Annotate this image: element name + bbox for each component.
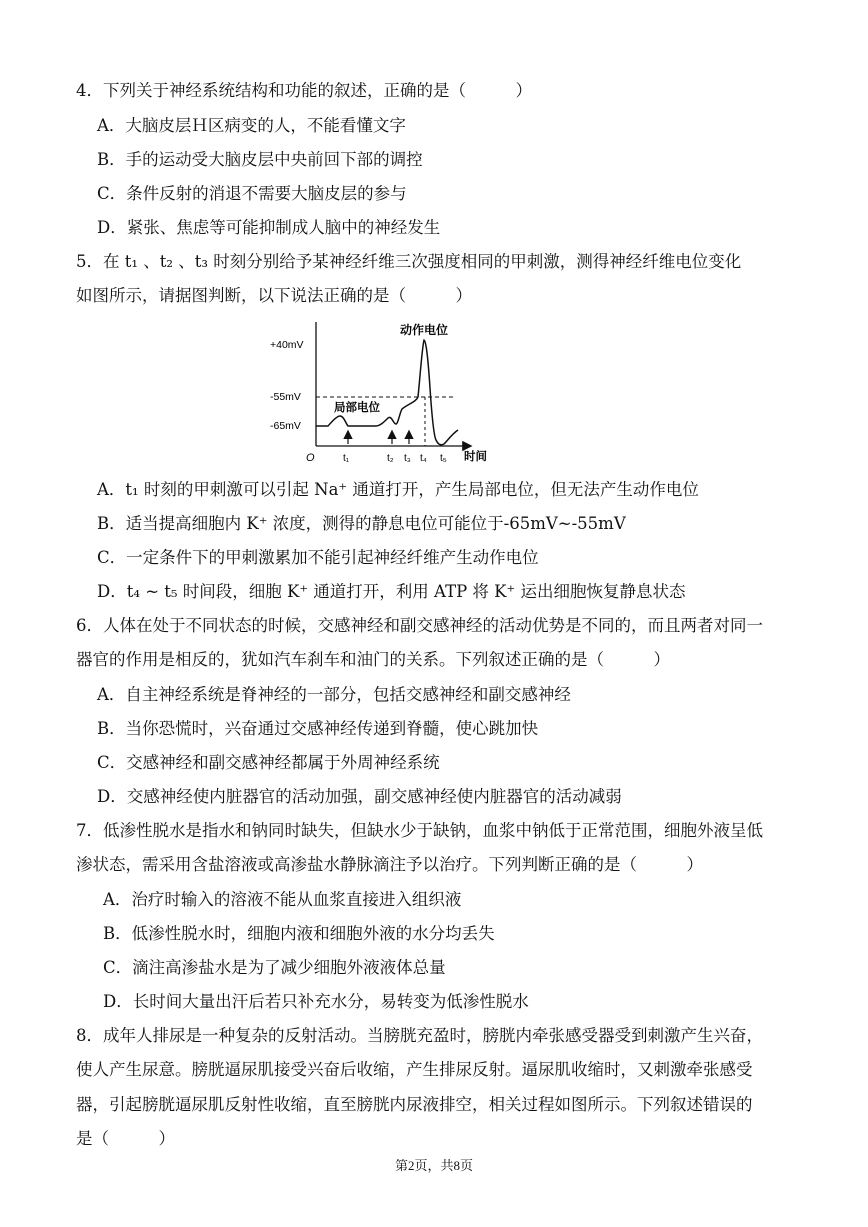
q6-option-d: D．交感神经使内脏器官的活动加强，副交感神经使内脏器官的活动减弱 (97, 787, 622, 806)
page-footer: 第2页，共8页 (394, 1158, 473, 1173)
q8-stem-line4: 是（ ） (76, 1129, 175, 1148)
q7-stem-line2: 渗状态，需采用含盐溶液或高渗盐水静脉滴注予以治疗。下列判断正确的是（ ） (76, 855, 703, 874)
q7-option-b: B．低渗性脱水时，细胞内液和细胞外液的水分均丢失 (103, 924, 495, 943)
q4-option-b: B．手的运动受大脑皮层中央前回下部的调控 (97, 150, 423, 169)
q5-option-a: A．t₁ 时刻的甲刺激可以引起 Na⁺ 通道打开，产生局部电位，但无法产生动作电位 (97, 480, 699, 499)
x-label-t5: t₅ (440, 453, 447, 464)
q5-option-b: B．适当提高细胞内 K⁺ 浓度，测得的静息电位可能位于-65mV~-55mV (97, 514, 626, 533)
x-label-t4: t₄ (420, 453, 427, 464)
y-label-minus55: -55mV (270, 391, 301, 403)
q5-stem-line1: 5．在 t₁ 、t₂ 、t₃ 时刻分别给予某神经纤维三次强度相同的甲刺激，测得神经纤维电位变化 (76, 252, 742, 271)
y-label-plus40: +40mV (270, 339, 304, 351)
q6-option-a: A．自主神经系统是脊神经的一部分，包括交感神经和副交感神经 (97, 685, 571, 704)
q8-stem-line1: 8．成年人排尿是一种复杂的反射活动。当膀胱充盈时，膀胱内牵张感受器受到刺激产生兴奋， (76, 1026, 763, 1045)
q6-option-c: C．交感神经和副交感神经都属于外周神经系统 (97, 753, 440, 772)
y-label-minus65: -65mV (270, 420, 301, 432)
x-label-t2: t₂ (387, 453, 394, 464)
x-label-t1: t₁ (343, 453, 350, 464)
membrane-potential-figure (268, 318, 498, 470)
q7-stem-line1: 7．低渗性脱水是指水和钠同时缺失，但缺水少于缺钠，血浆中钠低于正常范围，细胞外液呈低 (76, 821, 763, 840)
x-label-t3: t₃ (404, 453, 411, 464)
q5-stem-line2: 如图所示，请据图判断，以下说法正确的是（ ） (76, 286, 472, 305)
q4-option-c: C．条件反射的消退不需要大脑皮层的参与 (97, 184, 407, 203)
q4-stem: 4．下列关于神经系统结构和功能的叙述，正确的是（ ） (76, 81, 532, 100)
q8-stem-line3: 器，引起膀胱逼尿肌反射性收缩，直至膀胱内尿液排空，相关过程如图所示。下列叙述错误的 (76, 1095, 753, 1114)
q7-option-c: C．滴注高渗盐水是为了减少细胞外液液体总量 (103, 958, 446, 977)
q4-option-d: D．紧张、焦虑等可能抑制成人脑中的神经发生 (97, 218, 441, 237)
q6-stem-line2: 器官的作用是相反的，犹如汽车刹车和油门的关系。下列叙述正确的是（ ） (76, 650, 670, 669)
q7-option-d: D．长时间大量出汗后若只补充水分，易转变为低渗性脱水 (103, 992, 529, 1011)
q7-option-a: A．治疗时输入的溶液不能从血浆直接进入组织液 (103, 890, 462, 909)
origin-label: O (306, 452, 315, 464)
potential-curve (316, 340, 458, 445)
q5-option-c: C．一定条件下的甲刺激累加不能引起神经纤维产生动作电位 (97, 548, 539, 567)
q4-option-a: A．大脑皮层Ｈ区病变的人，不能看懂文字 (97, 116, 406, 135)
local-potential-label: 局部电位 (334, 402, 380, 414)
figure-title: 动作电位 (400, 323, 449, 337)
q5-option-d: D．t₄ ~ t₅ 时间段，细胞 K⁺ 通道打开，利用 ATP 将 K⁺ 运出细胞恢复静息状态 (97, 582, 686, 601)
x-axis-label: 时间 (464, 451, 487, 463)
q8-stem-line2: 使人产生尿意。膀胱逼尿肌接受兴奋后收缩，产生排尿反射。逼尿肌收缩时，又刺激牵张感受 (76, 1060, 753, 1079)
q6-stem-line1: 6．人体在处于不同状态的时候，交感神经和副交感神经的活动优势是不同的，而且两者对同一 (76, 616, 763, 635)
q6-option-b: B．当你恐慌时，兴奋通过交感神经传递到脊髓，使心跳加快 (97, 719, 539, 738)
